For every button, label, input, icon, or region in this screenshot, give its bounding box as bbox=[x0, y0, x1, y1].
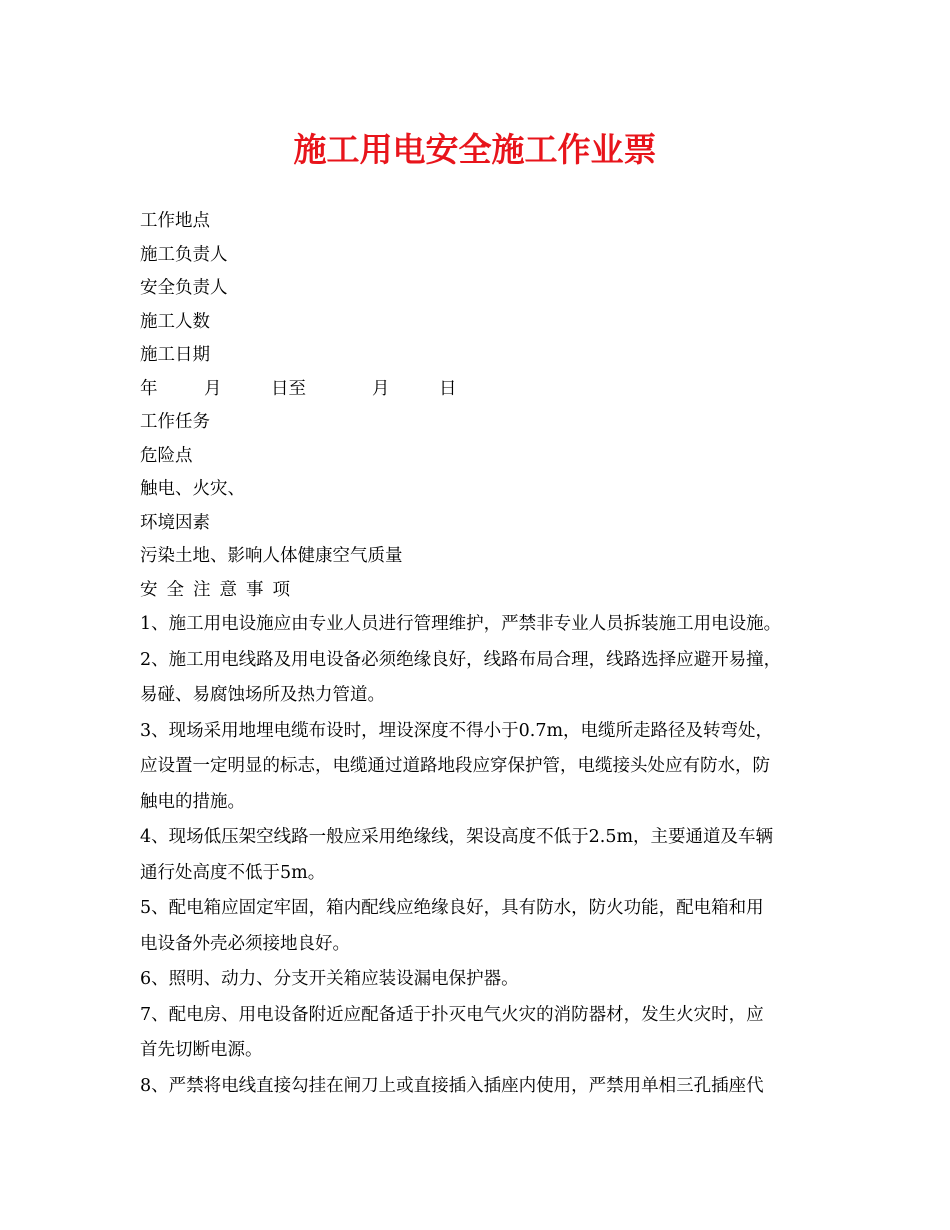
work-task-label: 工作任务 bbox=[140, 412, 210, 432]
hazard-value: 触电、火灾、 bbox=[140, 479, 245, 499]
date-day-2: 日 bbox=[439, 378, 457, 399]
safety-leader-label: 安全负责人 bbox=[140, 278, 228, 298]
safety-item-6 bbox=[140, 962, 830, 998]
item-line: 4、现场低压架空线路一般应采用绝缘线，架设高度不低于2.5m，主要通道及车辆 bbox=[140, 827, 774, 847]
safety-item-7 bbox=[140, 998, 830, 1069]
safety-item-4 bbox=[140, 820, 830, 891]
hazard-label: 危险点 bbox=[140, 445, 193, 466]
document-body bbox=[140, 205, 830, 1104]
item-line: 应设置一定明显的标志，电缆通过道路地段应穿保护管，电缆接头处应有防水，防 bbox=[140, 756, 770, 776]
item-line: 5、配电箱应固定牢固，箱内配线应绝缘良好，具有防水，防火功能，配电箱和用 bbox=[140, 898, 764, 918]
safety-item-1 bbox=[140, 607, 830, 643]
safety-item-5 bbox=[140, 891, 830, 962]
item-line: 2、施工用电线路及用电设备必须绝缘良好，线路布局合理，线路选择应避开易撞， bbox=[140, 649, 782, 670]
item-line: 1、施工用电设施应由专业人员进行管理维护，严禁非专业人员拆装施工用电设施。 bbox=[140, 614, 782, 634]
safety-item-3 bbox=[140, 714, 830, 821]
item-line: 6、照明、动力、分支开关箱应装设漏电保护器。 bbox=[140, 969, 519, 989]
page-title: 施工用电安全施工作业票 bbox=[293, 130, 657, 169]
item-line: 通行处高度不低于5m。 bbox=[140, 862, 326, 883]
environment-label: 环境因素 bbox=[140, 512, 210, 533]
safety-item-8 bbox=[140, 1069, 830, 1105]
work-location-label: 工作地点 bbox=[140, 211, 210, 231]
date-day-to: 日至 bbox=[271, 378, 306, 399]
environment-value: 污染土地、影响人体健康空气质量 bbox=[140, 546, 403, 566]
date-range-row bbox=[140, 373, 830, 407]
headcount-label: 施工人数 bbox=[140, 311, 210, 332]
date-month: 月 bbox=[204, 378, 222, 399]
item-line: 7、配电房、用电设备附近应配备适于扑灭电气火灾的消防器材，发生火灾时，应 bbox=[140, 1004, 764, 1025]
item-line: 首先切断电源。 bbox=[140, 1040, 263, 1060]
item-line: 3、现场采用地埋电缆布设时，埋设深度不得小于0.7m，电缆所走路径及转弯处， bbox=[140, 720, 774, 741]
date-month-2: 月 bbox=[372, 378, 390, 399]
item-line: 触电的措施。 bbox=[140, 791, 245, 812]
item-line: 8、严禁将电线直接勾挂在闸刀上或直接插入插座内使用，严禁用单相三孔插座代 bbox=[140, 1075, 764, 1096]
item-line: 易碰、易腐蚀场所及热力管道。 bbox=[140, 685, 385, 705]
date-label: 施工日期 bbox=[140, 345, 210, 365]
safety-item-2 bbox=[140, 643, 830, 714]
item-line: 电设备外壳必须接地良好。 bbox=[140, 933, 350, 954]
safety-notes-heading: 安全注意事项 bbox=[140, 579, 299, 600]
construction-leader-label: 施工负责人 bbox=[140, 244, 228, 265]
date-year: 年 bbox=[140, 378, 158, 399]
